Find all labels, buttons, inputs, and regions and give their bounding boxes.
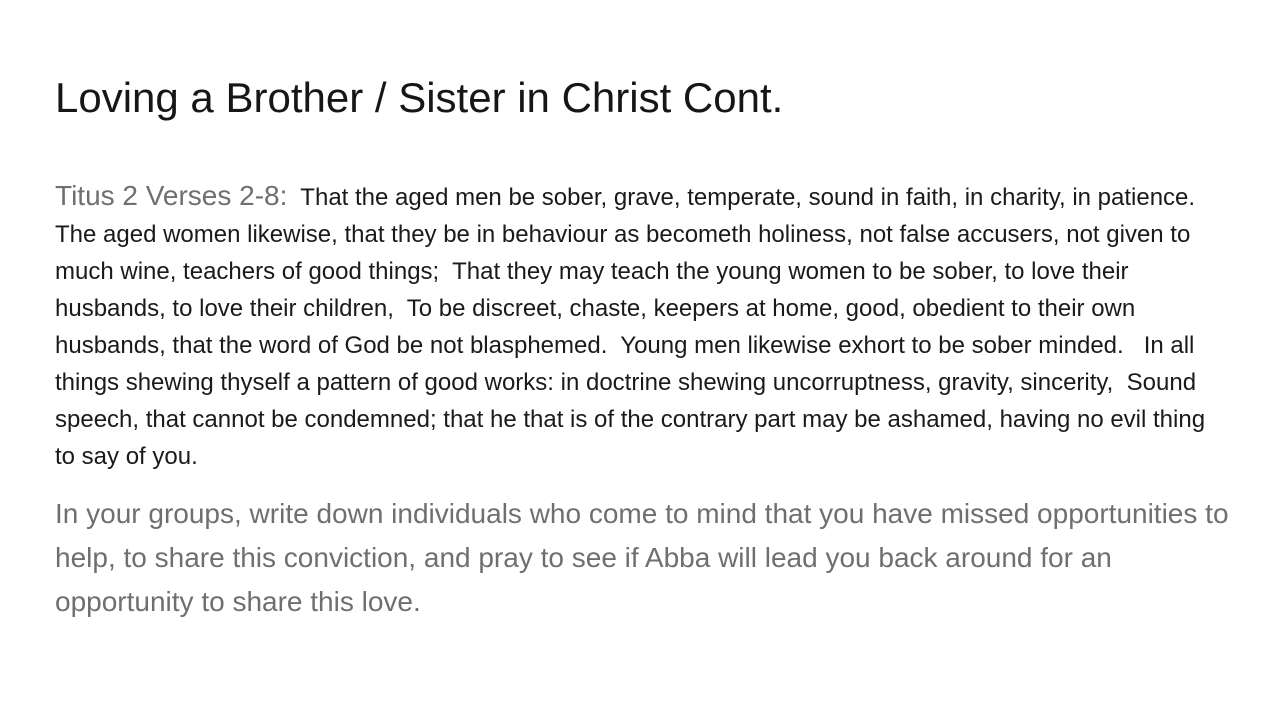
scripture-reference: Titus 2 Verses 2-8:: [55, 180, 288, 211]
discussion-paragraph: In your groups, write down individuals who come to mind that you have missed opportunities to help, to share this conviction, and pray to see if Abba will lead you back around for an opportunity to share this love.: [55, 498, 1237, 617]
scripture-paragraph: [55, 177, 1227, 475]
scripture-text: That the aged men be sober, grave, temperate, sound in faith, in charity, in patience. The aged women likewise, that they be in behaviour as becometh holiness, not false accusers, not given to much wine, teachers of good things; That they may teach the young women to be sober, to love their husbands, to love their children, To be discreet, chaste, keepers at home, good, obedient to their own husbands, that the word of God be not blasphemed. Young men likewise exhort to be sober minded. In all things shewing thyself a pattern of good works: in doctrine shewing uncorruptness, gravity, sincerity, Sound speech, that cannot be condemned; that he that is of the contrary part may be ashamed, having no evil thing to say of you.: [55, 184, 1212, 470]
slide-title: Loving a Brother / Sister in Christ Cont.: [55, 74, 784, 121]
